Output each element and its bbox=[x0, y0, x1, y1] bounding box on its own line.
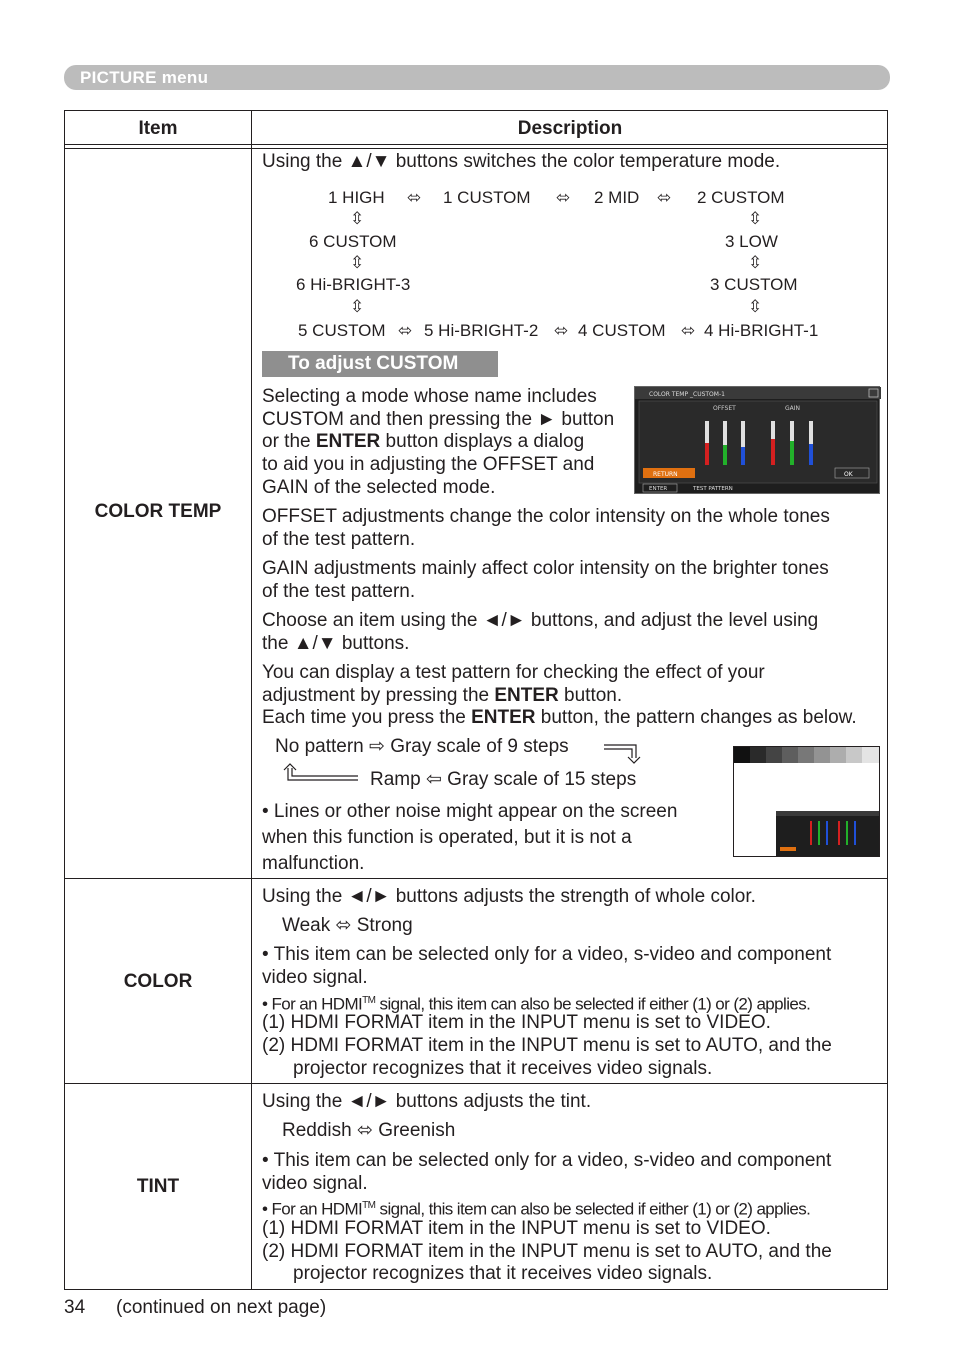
test-text: adjustment by pressing the ENTER button. bbox=[262, 685, 623, 706]
dialog-enter: ENTER bbox=[649, 486, 668, 492]
adjust-text: GAIN of the selected mode. bbox=[262, 477, 496, 498]
noise-note: malfunction. bbox=[262, 853, 365, 874]
page-number: 34 bbox=[64, 1297, 86, 1318]
header-divider-2 bbox=[65, 148, 887, 149]
tint-range: Reddish ⬄ Greenish bbox=[282, 1120, 456, 1141]
color-temp-intro: Using the ▲/▼ buttons switches the color temperature mode. bbox=[262, 151, 781, 172]
adjust-text: to aid you in adjusting the OFFSET and bbox=[262, 454, 595, 475]
flow-5-custom: 5 CUSTOM bbox=[298, 321, 386, 340]
color-note: • This item can be selected only for a video, s-video and component bbox=[262, 944, 832, 965]
adjust-text: CUSTOM and then pressing the ► button bbox=[262, 409, 615, 430]
flow-arrow-v: ⇳ bbox=[748, 253, 763, 272]
color-hdmi-note: • For an HDMI™ signal, this item can also be selected if either (1) or (2) applies. bbox=[262, 994, 811, 1014]
pattern-sequence-2: Ramp ⇦ Gray scale of 15 steps bbox=[370, 769, 637, 790]
flow-arrow: ⬄ bbox=[407, 188, 422, 207]
flow-3-custom: 3 CUSTOM bbox=[710, 275, 798, 294]
section-header bbox=[64, 65, 890, 90]
row-divider bbox=[65, 1083, 887, 1084]
flow-arrow-v: ⇳ bbox=[350, 253, 365, 272]
adjust-text: Selecting a mode whose name includes bbox=[262, 386, 597, 407]
flow-5-hi-bright-2: 5 Hi-BRIGHT-2 bbox=[424, 321, 539, 340]
flow-arrow: ⬄ bbox=[657, 188, 672, 207]
color-desc: Using the ◄/► buttons adjusts the strength of whole color. bbox=[262, 886, 756, 907]
row-divider bbox=[65, 878, 887, 879]
flow-6-custom: 6 CUSTOM bbox=[309, 232, 397, 251]
dialog-ok: OK bbox=[844, 471, 853, 478]
dialog-test-pattern: TEST PATTERN bbox=[693, 486, 733, 492]
custom-dialog-drawing bbox=[635, 387, 881, 495]
flow-arrow-v: ⇳ bbox=[350, 297, 365, 316]
tint-condition-1: (1) HDMI FORMAT item in the INPUT menu is set to VIDEO. bbox=[262, 1218, 771, 1239]
color-range: Weak ⬄ Strong bbox=[282, 915, 413, 936]
dialog-offset-label: OFFSET bbox=[713, 405, 736, 412]
header-divider bbox=[65, 144, 887, 145]
pattern-sequence-1: No pattern ⇨ Gray scale of 9 steps bbox=[275, 736, 569, 757]
choose-text: Choose an item using the ◄/► buttons, and adjust the level using bbox=[262, 610, 819, 631]
gain-text: of the test pattern. bbox=[262, 581, 416, 602]
flow-arrow: ⬄ bbox=[556, 188, 571, 207]
offset-text: OFFSET adjustments change the color intensity on the whole tones bbox=[262, 506, 830, 527]
flow-1-high: 1 HIGH bbox=[328, 188, 385, 207]
tint-note: video signal. bbox=[262, 1173, 368, 1194]
color-condition-2: (2) HDMI FORMAT item in the INPUT menu is set to AUTO, and the bbox=[262, 1035, 832, 1056]
test-pattern-drawing bbox=[734, 747, 879, 856]
adjust-custom-title: To adjust CUSTOM bbox=[288, 353, 459, 374]
flow-3-low: 3 LOW bbox=[725, 232, 778, 251]
flow-4-hi-bright-1: 4 Hi-BRIGHT-1 bbox=[704, 321, 819, 340]
color-condition-1: (1) HDMI FORMAT item in the INPUT menu is set to VIDEO. bbox=[262, 1012, 771, 1033]
tint-condition-2: projector recognizes that it receives video signals. bbox=[293, 1263, 713, 1284]
tint-hdmi-note: • For an HDMI™ signal, this item can also be selected if either (1) or (2) applies. bbox=[262, 1199, 811, 1219]
tint-desc: Using the ◄/► buttons adjusts the tint. bbox=[262, 1091, 592, 1112]
pattern-loop-arrow-icon bbox=[282, 762, 362, 784]
flow-arrow-v: ⇳ bbox=[748, 209, 763, 228]
continued-note: (continued on next page) bbox=[116, 1297, 327, 1318]
choose-text: the ▲/▼ buttons. bbox=[262, 633, 410, 654]
column-header-description: Description bbox=[517, 118, 623, 139]
item-color-temp: COLOR TEMP bbox=[94, 501, 222, 522]
test-pattern-image bbox=[733, 746, 880, 857]
noise-note: • Lines or other noise might appear on the screen bbox=[262, 801, 678, 822]
item-tint: TINT bbox=[136, 1176, 180, 1197]
flow-1-custom: 1 CUSTOM bbox=[443, 188, 531, 207]
column-header-item: Item bbox=[138, 118, 178, 139]
tint-note: • This item can be selected only for a video, s-video and component bbox=[262, 1150, 832, 1171]
gain-text: GAIN adjustments mainly affect color intensity on the brighter tones bbox=[262, 558, 829, 579]
flow-arrow: ⬄ bbox=[554, 321, 569, 340]
column-divider bbox=[251, 111, 252, 1289]
pattern-return-arrow-icon bbox=[602, 740, 642, 764]
flow-4-custom: 4 CUSTOM bbox=[578, 321, 666, 340]
adjust-text: or the ENTER button displays a dialog bbox=[262, 431, 585, 452]
dialog-title: COLOR TEMP _CUSTOM-1 bbox=[649, 391, 725, 398]
offset-text: of the test pattern. bbox=[262, 529, 416, 550]
flow-2-custom: 2 CUSTOM bbox=[697, 188, 785, 207]
noise-note: when this function is operated, but it is not a bbox=[262, 827, 632, 848]
flow-arrow-v: ⇳ bbox=[748, 297, 763, 316]
flow-arrow: ⬄ bbox=[681, 321, 696, 340]
adjust-custom-header bbox=[262, 351, 498, 377]
test-text: You can display a test pattern for checking the effect of your bbox=[262, 662, 765, 683]
color-note: video signal. bbox=[262, 967, 368, 988]
section-title: PICTURE menu bbox=[80, 68, 209, 87]
dialog-return: RETURN bbox=[653, 471, 678, 478]
flow-arrow: ⬄ bbox=[398, 321, 413, 340]
flow-2-mid: 2 MID bbox=[594, 188, 640, 207]
custom-dialog-image bbox=[634, 386, 880, 494]
test-text: Each time you press the ENTER button, the pattern changes as below. bbox=[262, 707, 857, 728]
flow-6-hi-bright-3: 6 Hi-BRIGHT-3 bbox=[296, 275, 411, 294]
item-color: COLOR bbox=[123, 971, 193, 992]
color-condition-2: projector recognizes that it receives video signals. bbox=[293, 1058, 713, 1079]
dialog-gain-label: GAIN bbox=[785, 405, 801, 412]
flow-arrow-v: ⇳ bbox=[350, 209, 365, 228]
tint-condition-2: (2) HDMI FORMAT item in the INPUT menu is set to AUTO, and the bbox=[262, 1241, 832, 1262]
